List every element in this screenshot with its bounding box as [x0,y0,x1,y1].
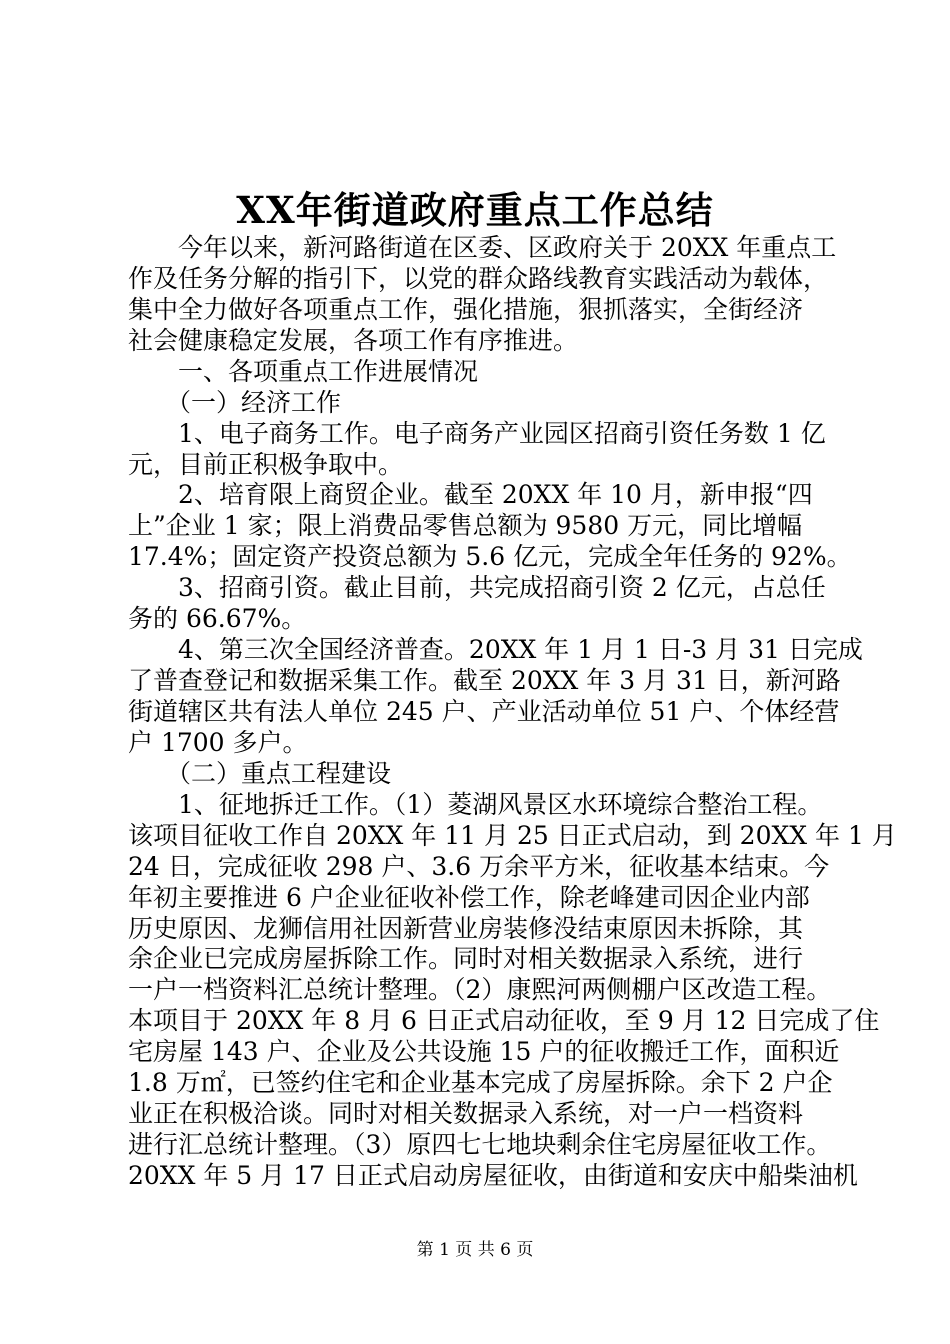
text-line: 务的 66.67%。 [128,604,307,633]
text-line: 余企业已完成房屋拆除工作。同时对相关数据录入系统，进行 [128,944,804,973]
text-line: 24 日，完成征收 298 户、3.6 万余平方米，征收基本结束。今 [128,852,830,881]
text-line: 2、培育限上商贸企业。截至 20XX 年 10 月，新申报“四 [178,480,813,509]
text-line: 年初主要推进 6 户企业征收补偿工作，除老峰建司因企业内部 [128,883,810,912]
text-line: 4、第三次全国经济普查。20XX 年 1 月 1 日-3 月 31 日完成 [178,635,863,664]
text-line: 今年以来，新河路街道在区委、区政府关于 20XX 年重点工 [178,233,837,262]
page-number: 第 1 页 共 6 页 [416,1240,534,1260]
text-line: 该项目征收工作自 20XX 年 11 月 25 日正式启动，到 20XX 年 1 月 [128,821,897,850]
text-line: 20XX 年 5 月 17 日正式启动房屋征收，由街道和安庆中船柴油机 [128,1161,858,1190]
text-line: 作及任务分解的指引下，以党的群众路线教育实践活动为载体， [128,264,829,293]
text-line: 户 1700 多户。 [128,728,308,757]
text-line: 历史原因、龙狮信用社因新营业房装修没结束原因未拆除，其 [128,914,804,943]
text-line: 业正在积极洽谈。同时对相关数据录入系统，对一户一档资料 [128,1099,804,1128]
document-title: XX年街道政府重点工作总结 [236,188,714,232]
text-line: 1.8 万㎡，已签约住宅和企业基本完成了房屋拆除。余下 2 户企 [128,1068,833,1097]
text-line: 了普查登记和数据采集工作。截至 20XX 年 3 月 31 日，新河路 [128,666,841,695]
text-line: 进行汇总统计整理。（3）原四七七地块剩余住宅房屋征收工作。 [128,1130,832,1159]
text-line: 宅房屋 143 户、企业及公共设施 15 户的征收搬迁工作，面积近 [128,1037,840,1066]
text-line: 社会健康稳定发展，各项工作有序推进。 [128,326,579,355]
subsection-heading: （二）重点工程建设 [166,759,392,788]
text-line: 集中全力做好各项重点工作，强化措施，狠抓落实，全街经济 [128,295,804,324]
text-line: 1、电子商务工作。电子商务产业园区招商引资任务数 1 亿 [178,419,826,448]
text-line: 17.4%；固定资产投资总额为 5.6 亿元，完成全年任务的 92%。 [128,542,852,571]
text-line: 元，目前正积极争取中。 [128,450,404,479]
subsection-heading: （一）经济工作 [166,388,342,417]
text-line: 街道辖区共有法人单位 245 户、产业活动单位 51 户、个体经营 [128,697,840,726]
text-line: 上”企业 1 家；限上消费品零售总额为 9580 万元，同比增幅 [128,511,803,540]
text-line: 3、招商引资。截止目前，共完成招商引资 2 亿元，占总任 [178,573,826,602]
section-heading: 一、各项重点工作进展情况 [178,357,479,386]
text-line: 1、征地拆迁工作。（1）菱湖风景区水环境综合整治工程。 [178,790,823,819]
text-line: 本项目于 20XX 年 8 月 6 日正式启动征收，至 9 月 12 日完成了住 [128,1006,880,1035]
text-line: 一户一档资料汇总统计整理。（2）康熙河两侧棚户区改造工程。 [128,975,832,1004]
